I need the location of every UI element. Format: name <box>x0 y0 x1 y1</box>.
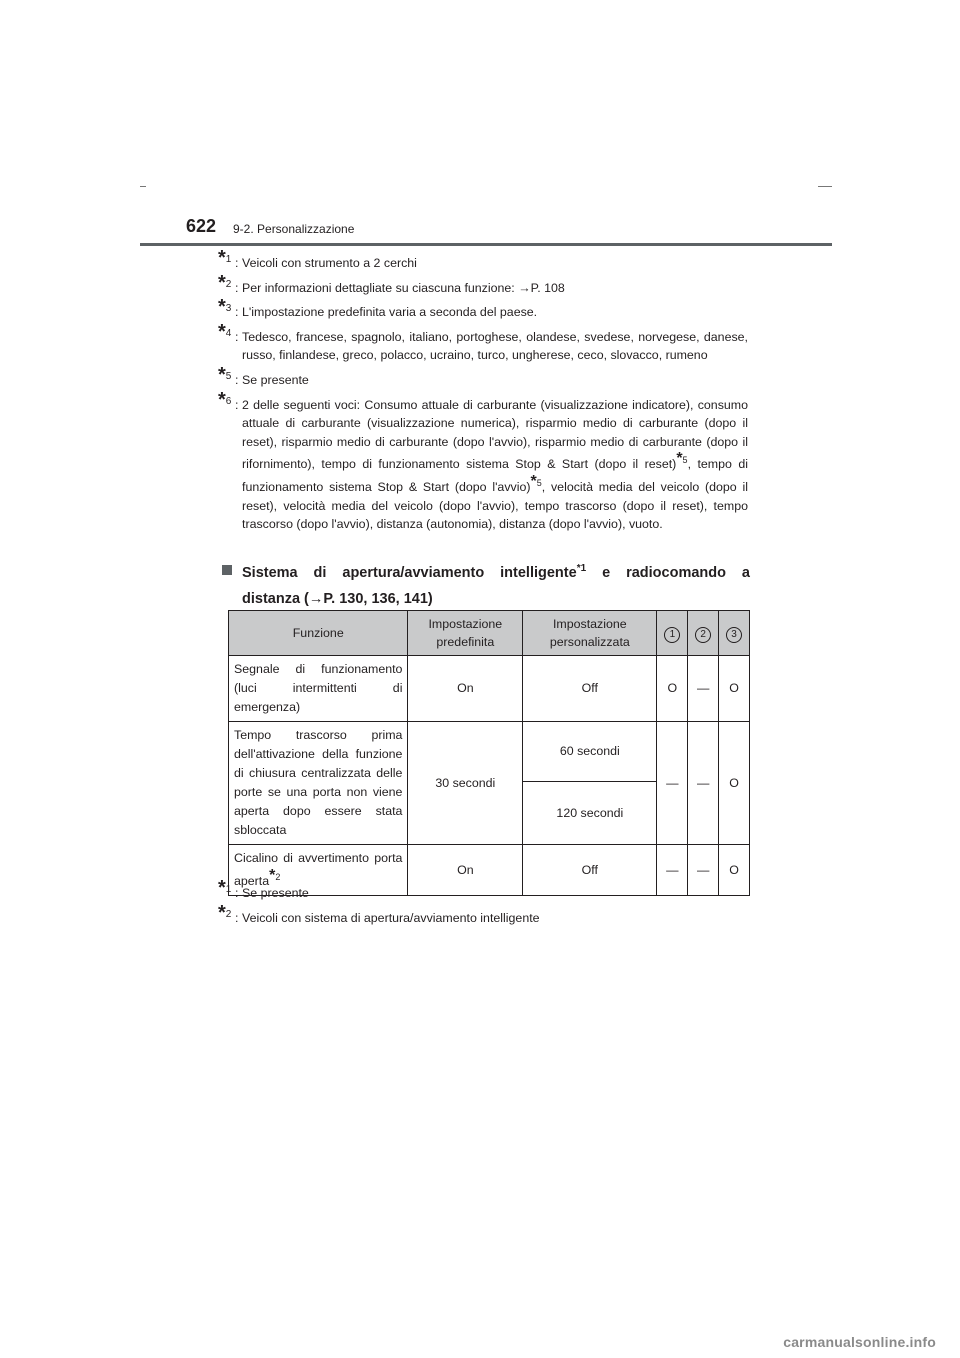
footnote-1: *1 : Se presente <box>218 877 309 900</box>
cell-custom: 120 secondi <box>523 782 657 845</box>
cell-c2: — <box>688 722 719 845</box>
col-default: Impostazione predefinita <box>408 611 523 656</box>
footnote-text: Se presente <box>242 886 309 900</box>
cell-default: On <box>408 656 523 722</box>
footnotes-bottom <box>218 877 748 927</box>
cell-c2: — <box>688 656 719 722</box>
cell-custom: Off <box>523 656 657 722</box>
footnote-ref: 5 <box>682 455 688 466</box>
footnote-ref-star: * <box>269 867 276 884</box>
table-header-row <box>229 611 750 656</box>
header-rule <box>140 243 832 246</box>
cell-c1: — <box>657 845 688 896</box>
cell-function: Segnale di funzionamento (luci intermittenti di emergenza) <box>229 656 408 722</box>
cell-c1: — <box>657 722 688 845</box>
footnote-text: Per informazioni dettagliate su ciascuna funzione: →P. 108 <box>242 280 565 295</box>
footnote-text: , velocità media del veicolo (dopo il reset), velocità media del veicolo (dopo l'avvio), tempo trascorso (dopo il reset), tempo trascorso (dopo l'avvio), distanza (autonomia), distanza (dopo l'avvio), vuoto. <box>242 480 748 532</box>
footnote-ref-star: * <box>530 473 537 491</box>
table-row <box>229 656 750 722</box>
footnote-ref-star: * <box>676 450 683 468</box>
footnote-5: *5 : Se presente <box>218 363 309 387</box>
cell-c3: O <box>719 722 750 845</box>
footnote-1: *1 : Veicoli con strumento a 2 cerchi <box>218 247 417 270</box>
footnote-3: *3 : L'impostazione predefinita varia a seconda del paese. <box>218 296 538 320</box>
page-number: 622 <box>186 216 217 236</box>
footnote-4: *4 : Tedesco, francese, spagnolo, italiano, portoghese, olandese, svedese, norvegese, danese, russo, finlandese, greco, polacco, ucraino, turco, ungherese, ceco, slovacco, rumeno <box>218 320 748 363</box>
footnote-6: *6 : 2 delle seguenti voci: Consumo attuale di carburante (visualizzazione indicatore), consumo attuale di carburante (visualizzazione numerica), risparmio medio di carburante (dopo il reset), risparmio medio di carburante (dopo l'avvio), risparmio medio di carburante (dopo il rifornimento), tempo di funzionamento sistema Stop & Start (dopo il reset)*$^5$, tempo di funzionamento sistema Stop & Start (dopo l'avvio)*$^5$, velocità media del veicolo (dopo il reset), velocità media del veicolo (dopo l'avvio), tempo trascorso (dopo il reset), tempo trascorso (dopo l'avvio), distanza (autonomia), distanza (dopo l'avvio), vuoto. <box>218 388 748 532</box>
footnote-text: 2 delle seguenti voci: Consumo attuale di carburante (visualizzazione indicatore), consumo attuale di carburante (visualizzazione numerica), risparmio medio di carburante (dopo il reset), risparmio medio di carburante (dopo l'avvio), risparmio medio di carburante (dopo il rifornimento), tempo di funzionamento sistema Stop & Start (dopo il reset) <box>242 397 748 472</box>
circled-2-icon: 2 <box>695 627 711 643</box>
footnote-text: Tedesco, francese, spagnolo, italiano, portoghese, olandese, svedese, norvegese, danese, russo, finlandese, greco, polacco, ucraino, turco, ungherese, ceco, slovacco, rumeno <box>242 329 748 363</box>
col-function: Funzione <box>229 611 408 656</box>
settings-table <box>228 610 750 896</box>
footnote-2: *2 : Veicoli con sistema di apertura/avviamento intelligente <box>218 901 540 925</box>
footnote-ref: 2 <box>275 872 281 882</box>
cell-c3: O <box>719 845 750 896</box>
section-title: 9-2. Personalizzazione <box>233 222 355 236</box>
footnote-text: Veicoli con sistema di apertura/avviamento intelligente <box>242 910 540 925</box>
heading-text-cont: e radiocomando a <box>586 564 750 581</box>
circled-1-icon: 1 <box>664 627 680 643</box>
cell-function: Tempo trascorso prima dell'attivazione della funzione di chiusura centralizzata delle porte se una porta non viene aperta dopo essere stata sbloccata <box>229 722 408 845</box>
square-bullet-icon <box>222 565 232 575</box>
cell-function: Cicalino di avvertimento porta aperta*$^2$ <box>229 845 408 896</box>
crop-mark-left <box>140 186 146 187</box>
circled-3-icon: 3 <box>726 627 742 643</box>
footnote-text: L'impostazione predefinita varia a seconda del paese. <box>242 305 538 320</box>
footnotes-top <box>218 247 748 534</box>
col-3 <box>719 611 750 656</box>
table-row <box>229 722 750 782</box>
footnote-text: , tempo di funzionamento sistema Stop & Start (dopo l'avvio) <box>242 457 748 495</box>
cell-default: 30 secondi <box>408 722 523 845</box>
cell-c1: O <box>657 656 688 722</box>
watermark: carmanualsonline.info <box>783 1334 936 1350</box>
heading-text-line2: distanza (→P. 130, 136, 141) <box>242 590 433 607</box>
footnote-text: Veicoli con strumento a 2 cerchi <box>242 256 417 270</box>
col-custom: Impostazione personalizzata <box>523 611 657 656</box>
footnote-2: *2 : Per informazioni dettagliate su ciascuna funzione: →P. 108 <box>218 271 565 295</box>
heading-text: Sistema di apertura/avviamento intelligente <box>242 564 577 581</box>
section-heading <box>222 556 750 612</box>
col-1 <box>657 611 688 656</box>
col-2 <box>688 611 719 656</box>
footnote-text: Se presente <box>242 372 309 387</box>
footnote-ref: 5 <box>536 478 542 489</box>
heading-ref: *1 <box>576 563 587 574</box>
cell-default: On <box>408 845 523 896</box>
cell-custom: Off <box>523 845 657 896</box>
cell-c2: — <box>688 845 719 896</box>
cell-custom: 60 secondi <box>523 722 657 782</box>
cell-c3: O <box>719 656 750 722</box>
crop-mark-right <box>818 186 832 187</box>
